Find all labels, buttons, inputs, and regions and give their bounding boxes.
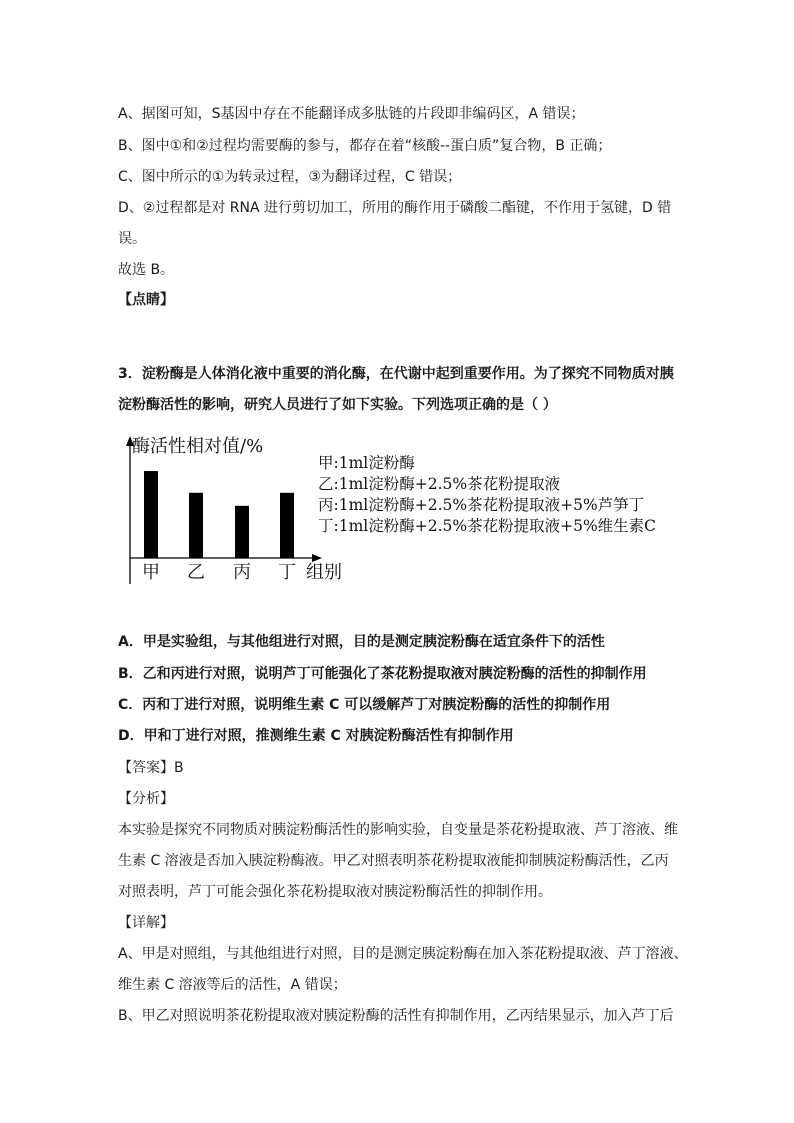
prev-answer-line-c: C、图中所示的①为转录过程，③为翻译过程，C 错误； (118, 169, 462, 185)
analysis-heading: 【分析】 (118, 791, 174, 807)
option-c: C．丙和丁进行对照，说明维生素 C 可以缓解芦丁对胰淀粉酶的活性的抑制作用 (118, 697, 611, 713)
answer-line: 【答案】B (118, 760, 184, 776)
x-tick-label-1: 甲 (142, 562, 160, 583)
option-b: B．乙和丙进行对照，说明芦丁可能强化了茶花粉提取液对胰淀粉酶的活性的抑制作用 (118, 666, 647, 682)
enzyme-activity-chart (118, 432, 678, 592)
detail-line-1: A、甲是对照组，与其他组进行对照，目的是测定胰淀粉酶在加入茶花粉提取液、芦丁溶液、 (118, 946, 688, 962)
analysis-line-2: 生素 C 溶液是否加入胰淀粉酶液。甲乙对照表明茶花粉提取液能抑制胰淀粉酶活性，乙丙 (118, 853, 669, 869)
y-axis-label: 酶活性相对值/% (132, 436, 264, 457)
legend-entry-1: 甲:1ml淀粉酶 (318, 454, 415, 472)
prev-answer-tips-heading: 【点睛】 (118, 292, 174, 308)
bar-2 (189, 493, 203, 558)
prev-answer-conclusion: 故选 B。 (118, 262, 175, 278)
x-tick-label-3: 丙 (233, 562, 251, 583)
bar-1 (144, 471, 158, 558)
detail-heading: 【详解】 (118, 915, 174, 931)
prev-answer-line-d-cont: 误。 (118, 231, 146, 247)
detail-line-2: 维生素 C 溶液等后的活性，A 错误； (118, 977, 347, 993)
question-stem-line2: 淀粉酶活性的影响，研究人员进行了如下实验。下列选项正确的是（ ） (118, 397, 557, 413)
bar-3 (235, 506, 249, 558)
x-tick-label-2: 乙 (187, 562, 205, 583)
legend-entry-3: 丙:1ml淀粉酶+2.5%茶花粉提取液+5%芦笋丁 (318, 496, 645, 514)
x-axis-arrow (312, 554, 322, 562)
analysis-line-3: 对照表明，芦丁可能会强化茶花粉提取液对胰淀粉酶活性的抑制作用。 (118, 884, 552, 900)
prev-answer-line-a: A、据图可知，S基因中存在不能翻译成多肽链的片段即非编码区，A 错误； (118, 106, 585, 122)
prev-answer-line-b: B、图中①和②过程均需要酶的参与，都存在着“核酸--蛋白质”复合物，B 正确； (118, 138, 612, 154)
bar-4 (280, 493, 294, 558)
question-stem-line1: 3．淀粉酶是人体消化液中重要的消化酶，在代谢中起到重要作用。为了探究不同物质对胰 (118, 366, 674, 382)
option-a: A．甲是实验组，与其他组进行对照，目的是测定胰淀粉酶在适宜条件下的活性 (118, 634, 605, 650)
option-d: D．甲和丁进行对照，推测维生素 C 对胰淀粉酶活性有抑制作用 (118, 728, 514, 744)
detail-line-3: B、甲乙对照说明茶花粉提取液对胰淀粉酶的活性有抑制作用，乙丙结果显示，加入芦丁后 (118, 1008, 674, 1024)
prev-answer-line-d: D、②过程都是对 RNA 进行剪切加工，所用的酶作用于磷酸二酯键，不作用于氢键，D 错 (118, 200, 672, 216)
legend-entry-4: 丁:1ml淀粉酶+2.5%茶花粉提取液+5%维生素C (318, 517, 657, 535)
analysis-line-1: 本实验是探究不同物质对胰淀粉酶活性的影响实验，自变量是茶花粉提取液、芦丁溶液、维 (118, 822, 678, 838)
x-axis-label: 组别 (306, 562, 342, 583)
x-tick-label-4: 丁 (278, 562, 296, 583)
legend-entry-2: 乙:1ml淀粉酶+2.5%茶花粉提取液 (318, 475, 561, 493)
